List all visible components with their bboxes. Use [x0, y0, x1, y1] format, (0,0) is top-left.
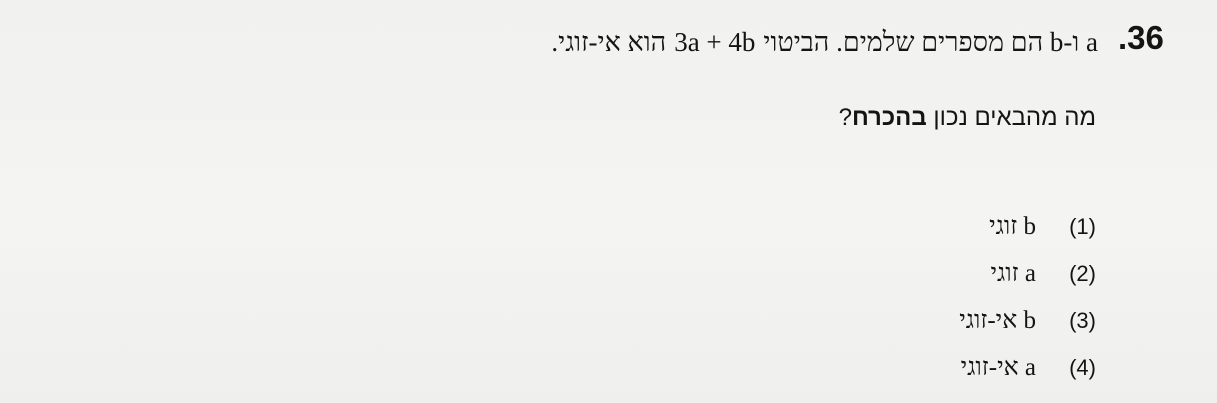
option-number: (3): [1069, 307, 1096, 333]
expression: 3a + 4b: [674, 27, 756, 57]
option-number: (1): [1069, 213, 1096, 239]
stem-end: הוא אי-זוגי.: [551, 27, 667, 57]
answer-option-1[interactable]: [959, 203, 1096, 250]
answer-option-3[interactable]: [959, 297, 1096, 344]
answer-options: [959, 203, 1096, 391]
question-number: .36: [1118, 19, 1164, 56]
option-text: a זוגי: [990, 259, 1036, 287]
prompt-end: ?: [838, 104, 852, 131]
option-text: b זוגי: [989, 212, 1036, 240]
question-prompt: [839, 102, 1096, 134]
answer-option-4[interactable]: [959, 344, 1096, 391]
stem-start: a ו-b הם מספרים שלמים. הביטוי: [763, 27, 1098, 57]
question-stem: [551, 24, 1098, 60]
option-text: b אי-זוגי: [959, 306, 1036, 334]
prompt-start: מה מהבאים נכון: [933, 104, 1096, 131]
prompt-emphasis: בהכרח: [851, 104, 927, 131]
option-number: (2): [1069, 260, 1096, 286]
option-text: a אי-זוגי: [960, 353, 1036, 381]
option-number: (4): [1069, 354, 1096, 380]
answer-option-2[interactable]: [959, 250, 1096, 297]
